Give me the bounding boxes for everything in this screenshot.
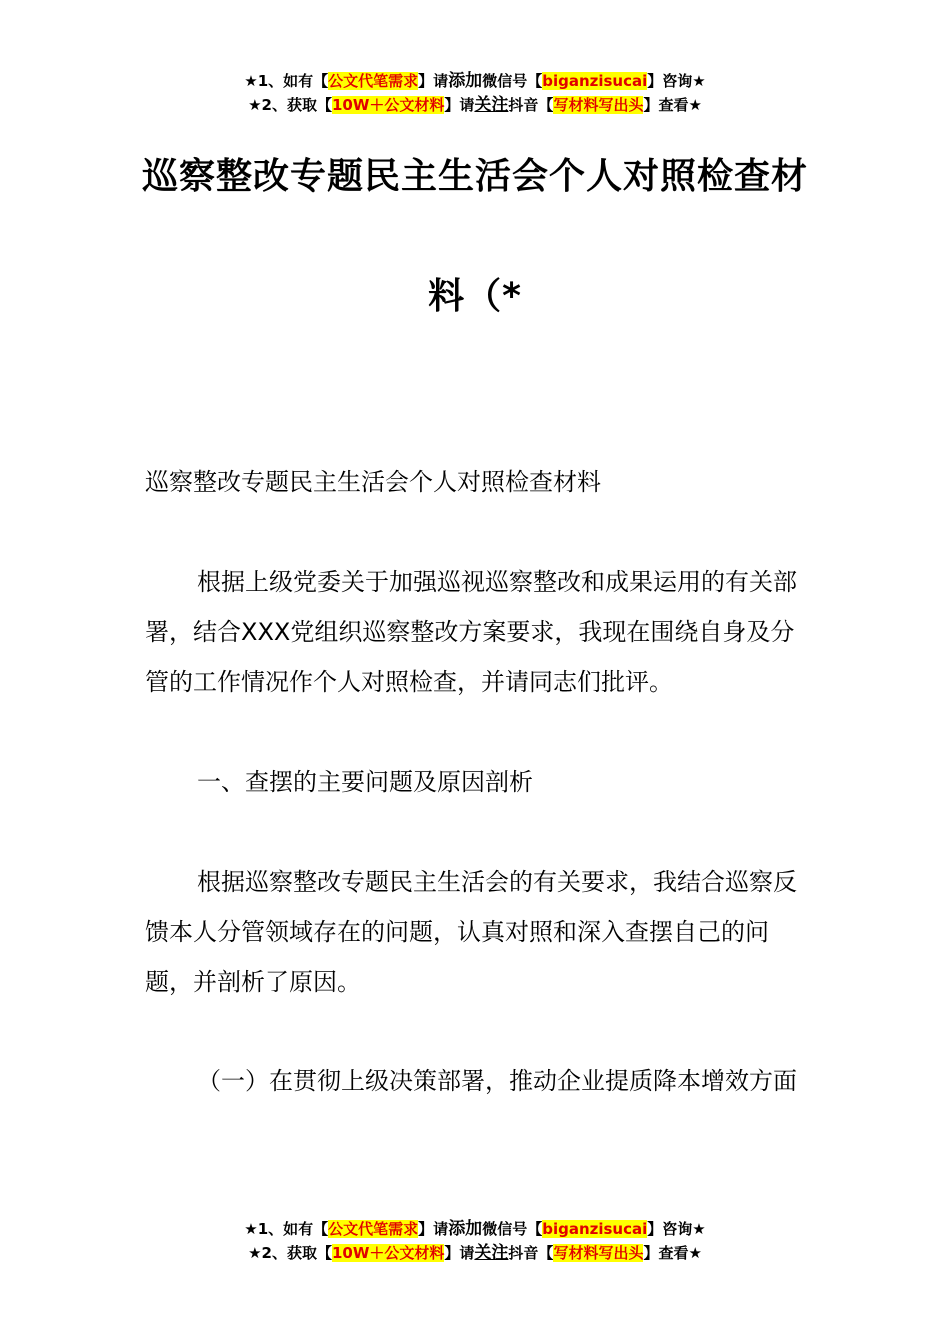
promo-text: 】请 [418,72,449,90]
promo-text: 抖音【 [508,96,554,114]
promo-text: 】咨询★ [647,72,706,90]
promo-highlight: 10W＋公文材料 [331,96,445,114]
promo-banner-top [0,69,950,117]
promo-text: 】查看★ [643,96,702,114]
promo-highlight: 公文代笔需求 [328,72,419,90]
promo-highlight: 写材料写出头 [553,96,644,114]
promo-text: 】请 [444,1244,475,1262]
promo-text: 微信号【 [482,72,543,90]
promo-emphasis: 添加 [448,71,483,91]
promo-text: 】请 [418,1220,449,1238]
promo-emphasis: 关注 [474,95,509,115]
analysis-paragraph: 根据巡察整改专题民主生活会的有关要求，我结合巡察反馈本人分管领域存在的问题，认真对照和深入查摆自己的问题，并剖析了原因。 [145,868,797,996]
promo-highlight: 10W＋公文材料 [331,1244,445,1262]
promo-highlight: 公文代笔需求 [328,1220,419,1238]
promo-text: ★1、如有【 [244,1220,329,1238]
promo-line-1 [0,69,950,93]
promo-text: 】请 [444,96,475,114]
intro-paragraph: 根据上级党委关于加强巡视巡察整改和成果运用的有关部署，结合XXX党组织巡察整改方案要求，我现在围绕自身及分管的工作情况作个人对照检查，并请同志们批评。 [145,568,797,696]
promo-emphasis: 添加 [448,1219,483,1239]
promo-emphasis: 关注 [474,1243,509,1263]
document-subtitle: 巡察整改专题民主生活会个人对照检查材料 [145,468,601,496]
promo-highlight: biganzisucai [542,72,648,90]
promo-line-2 [0,93,950,117]
subsection-heading: （一）在贯彻上级决策部署，推动企业提质降本增效方面 [197,1067,797,1095]
promo-banner-bottom [0,1217,950,1265]
promo-text: 微信号【 [482,1220,543,1238]
promo-text: 抖音【 [508,1244,554,1262]
promo-line-2 [0,1241,950,1265]
promo-text: ★1、如有【 [244,72,329,90]
promo-highlight: biganzisucai [542,1220,648,1238]
document-title-line-1: 巡察整改专题民主生活会个人对照检查材 [141,156,808,197]
promo-highlight: 写材料写出头 [553,1244,644,1262]
document-title-line-2: 料（* [428,276,522,317]
promo-text: 】咨询★ [647,1220,706,1238]
promo-line-1 [0,1217,950,1241]
promo-text: ★2、获取【 [248,1244,332,1262]
promo-text: ★2、获取【 [248,96,332,114]
section-heading: 一、查摆的主要问题及原因剖析 [197,768,533,796]
promo-text: 】查看★ [643,1244,702,1262]
